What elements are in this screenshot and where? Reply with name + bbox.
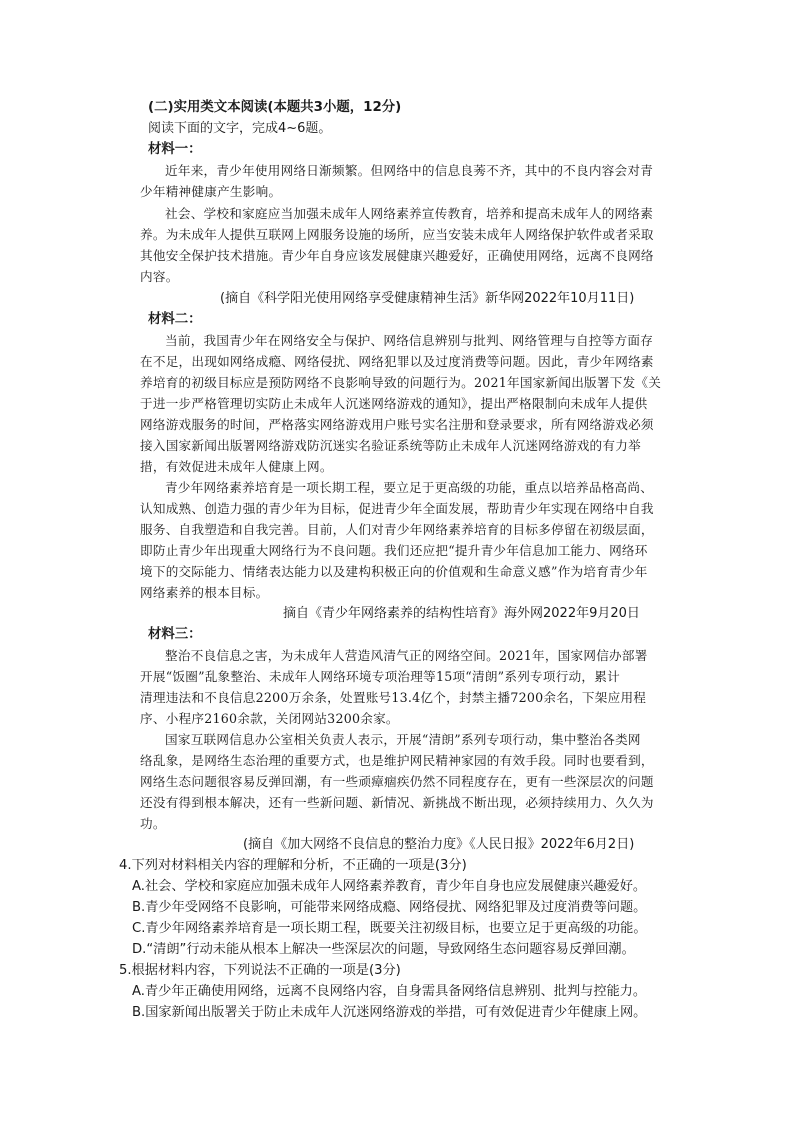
material3-source: (摘自《加大网络不良信息的整治力度》《人民日报》2022年6月2日) [243, 837, 635, 852]
material3-line: 清理违法和不良信息2200万余条，处置账号13.4亿个，封禁主播7200余名，下架应用程 [140, 690, 647, 705]
material1-line: 近年来，青少年使用网络日渐频繁。但网络中的信息良莠不齐，其中的不良内容会对青 [165, 163, 654, 178]
material1-source: (摘自《科学阳光使用网络享受健康精神生活》新华网2022年10月11日) [220, 291, 635, 306]
material3-label: 材料三： [148, 627, 202, 642]
material1-label: 材料一： [148, 142, 202, 157]
material2-source: 摘自《青少年网络素养的结构性培育》海外网2022年9月20日 [283, 606, 640, 621]
question-5-stem: 5.根据材料内容，下列说法不正确的一项是(3分) [119, 963, 401, 978]
material3-line: 还没有得到根本解决，还有一些新问题、新情况、新挑战不断出现，必须持续用力、久久为 [140, 795, 654, 810]
material2-line: 接入国家新闻出版署网络游戏防沉迷实名验证系统等防止未成年人沉迷网络游戏的有力举 [140, 438, 641, 453]
material1-line: 少年精神健康产生影响。 [140, 184, 282, 199]
material1-line: 内容。 [140, 269, 179, 284]
material2-line: 当前，我国青少年在网络安全与保护、网络信息辨别与批判、网络管理与自控等方面存 [165, 333, 654, 348]
material3-line: 序、小程序2160余款，关闭网站3200余家。 [140, 711, 399, 726]
question-4-option-a: A.社会、学校和家庭应加强未成年人网络素养教育，青少年自身也应发展健康兴趣爱好。 [132, 879, 647, 894]
material3-line: 功。 [140, 816, 166, 831]
material2-line: 措，有效促进未成年人健康上网。 [140, 459, 333, 474]
material2-line: 境下的交际能力、情绪表达能力以及建构积极正向的价值观和生命意义感”作为培育青少年 [140, 564, 648, 579]
material2-line: 即防止青少年出现重大网络行为不良问题。我们还应把“提升青少年信息加工能力、网络环 [140, 543, 648, 558]
material2-line: 服务、自我塑造和自我完善。目前，人们对青少年网络素养培育的目标多停留在初级层面， [140, 522, 654, 537]
material2-line: 青少年网络素养培育是一项长期工程，要立足于更高级的功能，重点以培养品格高尚、 [165, 480, 654, 495]
material2-line: 在不足，出现如网络成瘾、网络侵扰、网络犯罪以及过度消费等问题。因此，青少年网络素 [140, 354, 654, 369]
material2-line: 于进一步严格管理切实防止未成年人沉迷网络游戏的通知》，提出严格限制向未成年人提供 [140, 396, 648, 411]
material2-line: 网络游戏服务的时间，严格落实网络游戏用户账号实名注册和登录要求，所有网络游戏必须 [140, 417, 654, 432]
section-instruction: 阅读下面的文字，完成4~6题。 [148, 121, 332, 136]
question-5-option-b: B.国家新闻出版署关于防止未成年人沉迷网络游戏的举措，可有效促进青少年健康上网。 [132, 1005, 647, 1020]
material2-label: 材料二： [148, 312, 202, 327]
material1-line: 养。为未成年人提供互联网上网服务设施的场所，应当安装未成年人网络保护软件或者采取 [140, 227, 654, 242]
question-4-option-b: B.青少年受网络不良影响，可能带来网络成瘾、网络侵扰、网络犯罪及过度消费等问题。 [132, 900, 647, 915]
material2-line: 养培育的初级目标应是预防网络不良影响导致的问题行为。2021年国家新闻出版署下发《关 [140, 375, 662, 390]
question-4-option-c: C.青少年网络素养培育是一项长期工程，既要关注初级目标，也要立足于更高级的功能。 [132, 921, 647, 936]
material3-line: 开展“饭圈”乱象整治、未成年人网络环境专项治理等15项“清朗”系列专项行动，累计 [140, 669, 620, 684]
question-4-stem: 4.下列对材料相关内容的理解和分析，不正确的一项是(3分) [119, 858, 467, 873]
material2-line: 网络素养的根本目标。 [140, 585, 269, 600]
material3-line: 络乱象，是网络生态治理的重要方式，也是维护网民精神家园的有效手段。同时也要看到， [140, 753, 654, 768]
material1-line: 社会、学校和家庭应当加强未成年人网络素养宣传教育，培养和提高未成年人的网络素 [165, 206, 654, 221]
material1-line: 其他安全保护技术措施。青少年自身应该发展健康兴趣爱好，正确使用网络，远离不良网络 [140, 248, 654, 263]
material2-line: 认知成熟、创造力强的青少年为目标，促进青少年全面发展，帮助青少年实现在网络中自我 [140, 501, 654, 516]
section-title: (二)实用类文本阅读(本题共3小题，12分) [148, 100, 402, 115]
material3-line: 整治不良信息之害，为未成年人营造风清气正的网络空间。2021年，国家网信办部署 [165, 648, 648, 663]
question-4-option-d: D.“清朗”行动未能从根本上解决一些深层次的问题，导致网络生态问题容易反弹回潮。 [132, 942, 635, 957]
material3-line: 网络生态问题很容易反弹回潮，有一些顽瘴痼疾仍然不同程度存在，更有一些深层次的问题 [140, 774, 654, 789]
material3-line: 国家互联网信息办公室相关负责人表示，开展“清朗”系列专项行动，集中整治各类网 [165, 732, 641, 747]
question-5-option-a: A.青少年正确使用网络，远离不良网络内容，自身需具备网络信息辨别、批判与控能力。 [132, 984, 647, 999]
